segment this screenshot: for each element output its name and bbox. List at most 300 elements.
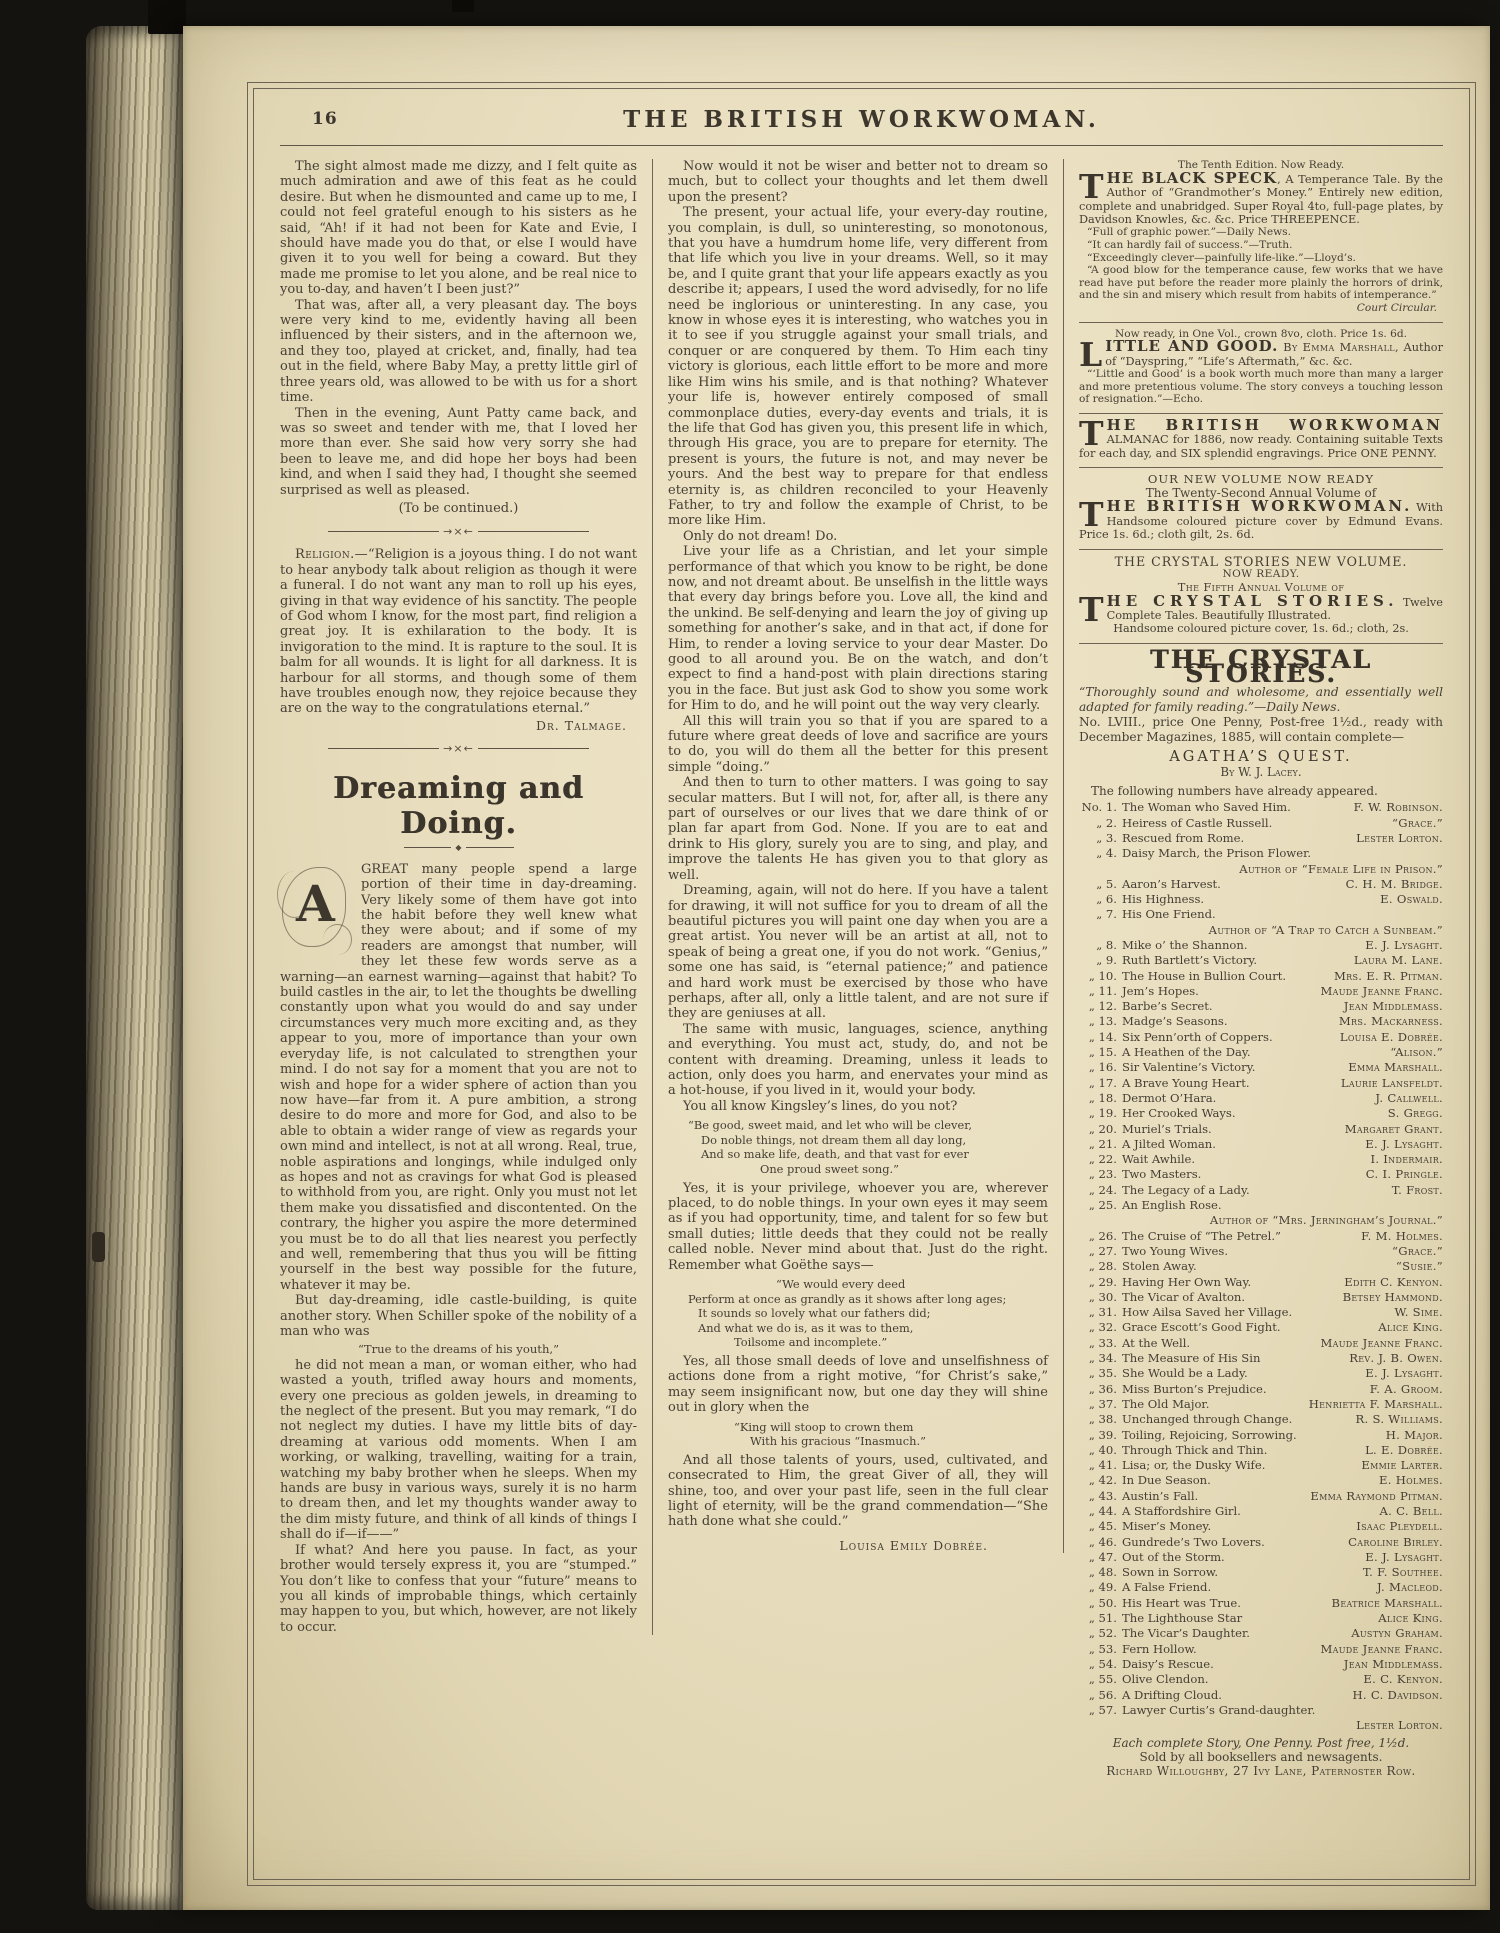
story-author: “Alison.”	[1390, 1045, 1443, 1060]
story-number: „ 10.	[1088, 968, 1117, 983]
author-signature: Louisa Emily Dobrée.	[839, 1537, 988, 1553]
story-title: Aaron’s Harvest.	[1122, 876, 1221, 891]
story-list-row	[1079, 999, 1443, 1014]
story-list-row	[1079, 953, 1443, 968]
story-number: „ 9.	[1096, 953, 1117, 968]
story-title: Toiling, Rejoicing, Sorrowing.	[1122, 1427, 1297, 1442]
story-number: „ 2.	[1096, 815, 1117, 830]
story-number: „ 31.	[1088, 1305, 1117, 1320]
story-title: Wait Awhile.	[1122, 1152, 1196, 1167]
story-title: Muriel’s Trials.	[1122, 1121, 1212, 1136]
story-title: A Jilted Woman.	[1122, 1136, 1216, 1151]
story-author: Mrs. E. R. Pitman.	[1333, 968, 1443, 983]
story-author: R. S. Williams.	[1355, 1412, 1443, 1427]
story-number: „ 41.	[1088, 1458, 1117, 1473]
story-list-row	[1079, 1183, 1443, 1198]
article-paragraph: Only do not dream! Do.	[683, 528, 838, 544]
crystal-stories-list	[1079, 800, 1443, 1733]
article-paragraph: The same with music, languages, science, anything and everything. You must act, study, do, and not be content with dreaming. Dreaming, unless it leads to action, only does you harm, and enervates your mind as a hot-house, if you lived in it, would your body.	[668, 1021, 1048, 1099]
story-title: Six Penn’orth of Coppers.	[1122, 1029, 1273, 1044]
newspaper-page	[183, 26, 1490, 1910]
story-list-row	[1079, 1382, 1443, 1397]
story-author: E. Oswald.	[1380, 892, 1443, 907]
story-list-row	[1079, 1167, 1443, 1182]
story-title: Dermot O’Hara.	[1122, 1090, 1217, 1105]
story-title: His One Friend.	[1122, 907, 1216, 922]
story-title: Lisa; or, the Dusky Wife.	[1122, 1458, 1266, 1473]
ad-almanac	[1079, 413, 1443, 467]
story-number: „ 50.	[1088, 1595, 1117, 1610]
story-list-row	[1079, 1657, 1443, 1672]
story-title: Stolen Away.	[1122, 1259, 1197, 1274]
crystal-review-quote: “Thoroughly sound and wholesome, and essentially well adapted for family reading.”—Daily News.	[1079, 685, 1443, 714]
story-author: H. Major.	[1385, 1427, 1443, 1442]
story-list-row	[1079, 1290, 1443, 1305]
press-quote: “It can hardly fail of success.”—Truth.	[1087, 239, 1293, 252]
story-list-row	[1079, 1244, 1443, 1259]
story-title	[1122, 1718, 1350, 1733]
story-number: „ 26.	[1088, 1228, 1117, 1243]
story-list-row	[1079, 1626, 1443, 1641]
columns	[280, 159, 1443, 1785]
story-list-row	[1079, 1443, 1443, 1458]
story-number: „ 5.	[1096, 876, 1117, 891]
ad-crystal-new-volume	[1079, 549, 1443, 643]
annual-title: HE BRITISH WORKWOMAN.	[1106, 497, 1413, 516]
annual-line2: The Twenty-Second Annual Volume of	[1145, 485, 1377, 500]
crystal-new-line5: Handsome coloured picture cover, 1s. 6d.; cloth, 2s.	[1113, 622, 1409, 636]
ad-annual-volume	[1079, 467, 1443, 548]
story-number: „ 35.	[1088, 1366, 1117, 1381]
story-title: Two Young Wives.	[1122, 1243, 1229, 1258]
story-list-row	[1079, 969, 1443, 984]
story-number: „ 13.	[1088, 1014, 1117, 1029]
story-author: Edith C. Kenyon.	[1344, 1274, 1443, 1289]
story-author: F. A. Groom.	[1369, 1381, 1443, 1396]
story-number: „ 28.	[1088, 1259, 1117, 1274]
article-paragraph: But day-dreaming, idle castle-building, is quite another story. When Schiller spoke of the nobility of a man who was	[280, 1293, 637, 1339]
drop-initial: T	[1079, 495, 1104, 535]
press-quote-attribution: Court Circular.	[1356, 301, 1437, 314]
story-author: H. C. Davidson.	[1352, 1687, 1443, 1702]
section-separator	[328, 742, 589, 755]
story-list-row	[1079, 892, 1443, 907]
crystal-new-title: HE CRYSTAL STORIES.	[1106, 591, 1399, 610]
story-author: Alice King.	[1378, 1320, 1443, 1335]
margin-ink-mark	[92, 1232, 105, 1262]
story-title: A Brave Young Heart.	[1122, 1075, 1250, 1090]
article-paragraphs	[668, 159, 1048, 1114]
scan-artifact	[452, 0, 474, 12]
article-title: Dreaming and Doing.	[333, 770, 584, 841]
verse-line: “King will stoop to crown them	[734, 1419, 914, 1434]
story-number: „ 15.	[1088, 1045, 1117, 1060]
story-title: Unchanged through Change.	[1122, 1412, 1293, 1427]
story-author: Author of “Mrs. Jerningham’s Journal.”	[1209, 1213, 1443, 1228]
story-number: „ 30.	[1088, 1289, 1117, 1304]
story-author: Maude Jeanne Franc.	[1320, 983, 1443, 998]
story-author: E. Holmes.	[1378, 1473, 1443, 1488]
story-author: S. Gregg.	[1387, 1106, 1443, 1121]
story-author: Mrs. Mackarness.	[1338, 1014, 1443, 1029]
story-list-row	[1079, 1366, 1443, 1381]
verse-line: It sounds so lovely what our fathers did;	[698, 1306, 931, 1321]
column-right-advertisements	[1064, 159, 1443, 1785]
story-author: E. J. Lysaght.	[1365, 938, 1443, 952]
story-number: „ 33.	[1088, 1335, 1117, 1350]
article-paragraph: Dreaming, again, will not do here. If you have a talent for drawing, it will not suffice for you to dream of all the beautiful pictures you will paint one day when you are a great artist. You never will be an artist at all, not to speak of being a great one, if you do not work. “Genius,” some one has said, is “eternal patience;” and patience and hard work must be exercised by those who have perhaps, after all, only a little talent, and are not sure if they are geniuses at all.	[668, 883, 1048, 1022]
story-list-row	[1079, 1106, 1443, 1121]
story-title: Miser’s Money.	[1122, 1519, 1212, 1534]
story-title: Out of the Storm.	[1122, 1549, 1225, 1564]
story-author: Maude Jeanne Franc.	[1320, 1335, 1443, 1350]
feature-story-byline: By W. J. Lacey.	[1220, 765, 1302, 780]
story-number: „ 18.	[1088, 1090, 1117, 1105]
story-list-row	[1079, 1213, 1443, 1228]
story-number: „ 47.	[1088, 1549, 1117, 1564]
story-number: „ 6.	[1096, 892, 1117, 907]
story-list-row	[1079, 816, 1443, 831]
story-author: I. Indermair.	[1370, 1152, 1443, 1167]
story-number: „ 3.	[1096, 830, 1117, 845]
verse-line: “We would every deed	[776, 1277, 906, 1291]
story-list-row	[1079, 1458, 1443, 1473]
drop-initial: T	[1079, 589, 1104, 629]
story-list-row	[1079, 1672, 1443, 1687]
story-list-row	[1079, 1504, 1443, 1519]
story-list-row	[1079, 938, 1443, 953]
religion-signature: Dr. Talmage.	[535, 717, 627, 733]
story-author: Lester Lorton.	[1356, 1718, 1443, 1733]
story-title: Grace Escott’s Good Fight.	[1122, 1320, 1281, 1335]
black-speck-press-quotes	[1079, 226, 1443, 302]
story-number: „ 20.	[1088, 1121, 1117, 1136]
story-title: Fern Hollow.	[1122, 1641, 1197, 1656]
title-ornament	[404, 843, 514, 852]
story-number: „ 39.	[1088, 1427, 1117, 1442]
article-paragraph: And all those talents of yours, used, cultivated, and consecrated to Him, the great Giver of all, they will shine, too, and over your past life, seen in the full clear light of eternity, will be the grand commendation—“She hath done what she could.”	[668, 1452, 1048, 1530]
story-list-row	[1079, 1152, 1443, 1167]
story-title: Gundrede’s Two Lovers.	[1122, 1534, 1265, 1549]
story-number: „ 29.	[1088, 1274, 1117, 1289]
story-list-row	[1079, 1703, 1443, 1718]
story-author: Caroline Birley.	[1348, 1534, 1443, 1549]
story-author: Jean Middlemass.	[1343, 999, 1443, 1014]
story-title: The Old Major.	[1122, 1396, 1210, 1411]
page-number: 16	[312, 109, 338, 129]
press-quote: “‘Little and Good’ is a book worth much more than many a larger and more pretentious volume. The story conveys a touching lesson of resignation.”—Echo.	[1079, 368, 1443, 406]
story-number: „ 23.	[1088, 1167, 1117, 1182]
story-list-row	[1079, 1275, 1443, 1290]
story-title: She Would be a Lady.	[1122, 1366, 1248, 1381]
story-author: Laurie Lansfeldt.	[1340, 1075, 1443, 1090]
story-author: Betsey Hammond.	[1342, 1289, 1443, 1304]
arrow-ornament-icon: →×←	[443, 525, 474, 539]
almanac-body: ALMANAC for 1886, now ready. Containing suitable Texts for each day, and SIX splendid engravings. Price ONE PENNY.	[1079, 433, 1443, 460]
story-author: F. M. Holmes.	[1361, 1228, 1443, 1243]
story-title: The Measure of His Sin	[1122, 1351, 1261, 1366]
feature-story-title: AGATHA’S QUEST.	[1169, 748, 1353, 765]
story-number: „ 11.	[1088, 983, 1117, 998]
decorated-dropcap	[280, 865, 354, 955]
story-list-row	[1079, 1473, 1443, 1488]
story-title: Rescued from Rome.	[1122, 830, 1245, 845]
story-title: Two Masters.	[1122, 1167, 1202, 1182]
annual-body: With Handsome coloured picture cover by Edmund Evans. Price 1s. 6d.; cloth gilt, 2s. 6d.	[1079, 501, 1444, 542]
story-title: Having Her Own Way.	[1122, 1274, 1252, 1289]
print-frame	[247, 82, 1476, 1886]
masthead-title: THE BRITISH WORKWOMAN.	[623, 106, 1100, 133]
story-title: An English Rose.	[1122, 1198, 1222, 1213]
story-title	[1122, 923, 1203, 938]
verse-line: With his gracious “Inasmuch.”	[750, 1434, 926, 1449]
story-number: „ 27.	[1088, 1243, 1117, 1258]
story-author: “Grace.”	[1392, 1243, 1443, 1258]
story-title: A False Friend.	[1122, 1580, 1212, 1595]
arrow-ornament-icon: →×←	[443, 741, 474, 755]
story-number: „ 55.	[1088, 1672, 1117, 1687]
article-paragraph: All this will train you so that if you are spared to a future where great deeds of love and sacrifice are yours to do, you will do them all the better for this present simple “doing.”	[668, 713, 1048, 775]
story-list-row	[1079, 1045, 1443, 1060]
column-left	[280, 159, 653, 1635]
story-number	[1079, 1718, 1122, 1733]
story-list-row	[1079, 984, 1443, 999]
story-number: „ 57.	[1088, 1702, 1117, 1717]
story-number: „ 38.	[1088, 1412, 1117, 1427]
publisher-line: Richard Willoughby, 27 Ivy Lane, Paternoster Row.	[1106, 1763, 1416, 1778]
story-number: „ 14.	[1088, 1029, 1117, 1044]
sold-by-line: Sold by all booksellers and newsagents.	[1139, 1750, 1383, 1765]
story-list-row	[1079, 800, 1443, 815]
story-author: T. Frost.	[1391, 1182, 1443, 1197]
inasmuch-verse	[688, 1420, 1048, 1449]
verse-line: Perform at once as grandly as it shows after long ages;	[688, 1291, 1007, 1306]
story-title: Daisy March, the Prison Flower.	[1122, 846, 1312, 861]
article-opening-paragraph	[280, 862, 637, 1293]
story-author: Alice King.	[1378, 1611, 1443, 1626]
story-title: Mike o’ the Shannon.	[1122, 938, 1248, 952]
drop-initial: L	[1079, 335, 1103, 375]
story-number: „ 56.	[1088, 1687, 1117, 1702]
story-title: The Vicar of Avalton.	[1122, 1289, 1246, 1304]
story-list-row	[1079, 907, 1443, 922]
story-number: „ 53.	[1088, 1641, 1117, 1656]
story-title: The Woman who Saved Him.	[1122, 800, 1291, 815]
story-list-row	[1079, 1091, 1443, 1106]
story-list-row	[1079, 1305, 1443, 1320]
story-list-row	[1079, 1550, 1443, 1565]
verse-line: Toilsome and incomplete.”	[734, 1335, 888, 1350]
story-list-row	[1079, 1642, 1443, 1657]
verse-line: And what we do is, as it was to them,	[698, 1320, 914, 1335]
story-list-row	[1079, 1137, 1443, 1152]
story-title: A Drifting Cloud.	[1122, 1687, 1222, 1702]
story-list-row	[1079, 1397, 1443, 1412]
story-title: The Lighthouse Star	[1122, 1611, 1243, 1626]
story-list-row	[1079, 831, 1443, 846]
story-list-row	[1079, 1351, 1443, 1366]
crystal-issue-line: No. LVIII., price One Penny, Post-free 1½d., ready with December Magazines, 1885, will contain complete—	[1079, 715, 1443, 744]
story-list-row	[1079, 1519, 1443, 1534]
book-page-edges	[86, 26, 186, 1910]
little-good-title-rest: By Emma Marshall,	[1278, 341, 1399, 355]
diamond-ornament-icon: ◆	[455, 842, 462, 852]
black-speck-lead	[1079, 166, 1443, 227]
story-title: His Heart was True.	[1122, 1595, 1241, 1610]
story-number: „ 8.	[1096, 938, 1117, 952]
story-number: „ 32.	[1088, 1320, 1117, 1335]
story-number: „ 40.	[1088, 1442, 1117, 1457]
almanac-title: HE BRITISH WORKWOMAN	[1106, 415, 1443, 434]
press-quote: “Exceedingly clever—painfully life-like.”—Lloyd’s.	[1087, 251, 1356, 264]
story-number: „ 4.	[1096, 846, 1117, 861]
story-number: „ 34.	[1088, 1351, 1117, 1366]
ad-black-speck	[1079, 159, 1443, 322]
black-speck-body: By the Author of “Grandmother’s Money.” Entirely new edition, complete and unabridged. Super Royal 4to, full-page plates, by Davidson Knowles, &c. &c. Price THREEPENCE.	[1079, 172, 1443, 227]
story-author: Austyn Graham.	[1351, 1626, 1443, 1641]
story-number: No. 1.	[1081, 800, 1117, 815]
story-title	[1122, 862, 1233, 877]
story-number: „ 43.	[1088, 1488, 1117, 1503]
story-number: „ 42.	[1088, 1473, 1117, 1488]
black-speck-title-rest: , A Temperance Tale.	[1277, 172, 1401, 186]
story-number: „ 17.	[1088, 1075, 1117, 1090]
story-title: Madge’s Seasons.	[1122, 1014, 1228, 1029]
story-list-row	[1079, 1611, 1443, 1626]
story-list-row	[1079, 1198, 1443, 1213]
religion-body: “Religion is a joyous thing. I do not want to hear anybody talk about religion as though it were a funeral. I do not want any man to roll up his eyes, giving in that way evidence of his sanctity. The people of God whom I know, for the most part, find religion a great joy. It is exhilaration to the body. It is invigoration to the mind. It is rapture to the soul. It is balm for all wounds. It is light for all darkness. It is harbour for all storms, and though some of them have troubles enough now, they rejoice because they are on the way to the congratulations eternal.”	[280, 547, 637, 717]
crystal-new-line1: THE CRYSTAL STORIES NEW VOLUME.	[1114, 553, 1408, 569]
story-title: A Staffordshire Girl.	[1122, 1503, 1241, 1518]
article-paragraph: he did not mean a man, or woman either, who had wasted a youth, trifled away hours and moments, every one precious as golden jewels, in dreaming to the neglect of the present. But you may remark, “I do not neglect my duties. I have my little bits of day-dreaming at various odd moments. When I am working, or walking, travelling, waiting for a train, watching my baby brother when he sleeps. When my hands are busy in various ways, surely it is no harm to dream then, and let my thoughts wander away to the dim misty future, and think of all kinds of things I shall do if—if——”	[280, 1357, 637, 1543]
article-paragraph: Live your life as a Christian, and let your simple performance of that which you know to be right, be done now, and not dreamt about. Be unselfish in the little ways that every day brings before you. Love all, the kind and the unkind. Be self-denying and learn the joy of giving up something for another’s sake, and in that act, if done for Him, to render a loving service to your dear Master. Do good to all around you. Be on the watch, and don’t expect to find a hand-post with plain directions staring you in the face. But just ask God to show you some work for Him to do, and he will point out the way very clearly.	[668, 544, 1048, 714]
press-quote: “A good blow for the temperance cause, few works that we have read have put before the reader more plainly the horrors of drink, and the sin and misery which result from habits of intemperance.”	[1079, 264, 1443, 302]
story-author: Emmie Larter.	[1361, 1458, 1443, 1473]
story-title: Sown in Sorrow.	[1122, 1565, 1219, 1580]
kingsley-verse	[688, 1118, 1048, 1176]
article-opening-text: GREAT many people spend a large portion of their time in day-dreaming. Very likely some of them have got into the habit before they well knew what they were about; and if some of my readers are amongst that number, will they let these few words serve as a warning—an earnest warning—against that habit? To build castles in the air, to let the thoughts be dwelling constantly upon what you would do and say under circumstances very much more exciting and, as they appear to you, more of importance than your own everyday life, is not calculated to strengthen your mind. I do not say for a moment that you are not to wish and hope for a wider sphere of action than you now have—far from it. A pure ambition, a strong desire to do more and more for God, and also to be able to obtain a wider range of view as regards your own mind and intellect, is not at all wrong. Real, true, noble aspirations and longings, while indulged only as hopes and not as cravings for what God is pleased to withhold from you, are right. Only you must not let them make you dissatisfied and discontented. On the contrary, the higher you aspire the more determined you must be to do all that lies nearest you perfectly and well, remembering that thus you will be fitting yourself in the best way possible for the future, whatever it may be.	[280, 861, 637, 1293]
story-title	[1122, 1213, 1204, 1228]
story-list-row	[1079, 1076, 1443, 1091]
story-list-row	[1079, 1030, 1443, 1045]
column-middle	[653, 159, 1064, 1553]
annual-lead	[1079, 495, 1444, 542]
story-list-row	[1079, 1060, 1443, 1075]
black-speck-title: HE BLACK SPECK	[1106, 168, 1278, 187]
story-author: Louisa E. Dobrée.	[1339, 1029, 1443, 1044]
page-header	[280, 97, 1443, 146]
story-title: At the Well.	[1122, 1335, 1191, 1350]
little-good-lead	[1079, 335, 1443, 375]
story-author: E. J. Lysaght.	[1365, 1366, 1443, 1381]
dropcap-letter: A	[296, 873, 335, 933]
story-list-row	[1079, 1596, 1443, 1611]
crystal-stories-section	[1079, 643, 1443, 1785]
religion-paragraph	[280, 547, 637, 716]
story-author: E. C. Kenyon.	[1363, 1672, 1443, 1687]
story-title: In Due Season.	[1122, 1473, 1211, 1488]
story-title: Through Thick and Thin.	[1122, 1442, 1268, 1457]
story-number: „ 21.	[1088, 1136, 1117, 1151]
story-list-row	[1079, 1580, 1443, 1595]
story-author: F. W. Robinson.	[1353, 800, 1443, 815]
story-title: Barbe’s Secret.	[1122, 999, 1213, 1014]
story-author: L. E. Dobrée.	[1365, 1442, 1443, 1457]
press-quote: “Full of graphic power.”—Daily News.	[1087, 226, 1291, 239]
story-author: Emma Raymond Pitman.	[1310, 1488, 1443, 1503]
crystal-new-line3: The Fifth Annual Volume of	[1177, 579, 1345, 594]
story-title: Lawyer Curtis’s Grand-daughter.	[1122, 1702, 1316, 1717]
little-good-title: ITTLE AND GOOD.	[1105, 337, 1279, 356]
section-separator	[328, 525, 589, 538]
story-author: T. F. Southee.	[1362, 1565, 1443, 1580]
story-title: How Ailsa Saved her Village.	[1122, 1305, 1293, 1320]
story-title: Sir Valentine’s Victory.	[1122, 1060, 1256, 1075]
article-paragraph: Now would it not be wiser and better not to dream so much, but to collect your thoughts and let them dwell upon the present?	[668, 159, 1048, 205]
story-author: W. Sime.	[1394, 1305, 1443, 1320]
story-title: A Heathen of the Day.	[1122, 1045, 1251, 1060]
article-paragraph: If what? And here you pause. In fact, as your brother would tersely express it, you are “stumped.” You don’t like to confess that your “future” means to you all kinds of improbable things, which certainly may happen to you, but which, however, are not likely to occur.	[280, 1542, 637, 1635]
story-author: A. C. Bell.	[1379, 1503, 1443, 1518]
story-author: J. Macleod.	[1377, 1580, 1443, 1595]
drop-initial: T	[1079, 166, 1104, 206]
story-author: Henrietta F. Marshall.	[1308, 1396, 1443, 1411]
story-title: Ruth Bartlett’s Victory.	[1122, 953, 1258, 968]
story-author: Rev. J. B. Owen.	[1349, 1351, 1443, 1366]
article-paragraph: Yes, it is your privilege, whoever you are, wherever placed, to do noble things. In your own eyes it may seem as if you had opportunity, time, and talent for so few but small duties; little deeds that they could not be really called noble. Never mind about that. Just do the right. Remember what Goëthe says—	[668, 1180, 1048, 1273]
almanac-lead	[1079, 413, 1443, 460]
article-paragraph: You all know Kingsley’s lines, do you not?	[683, 1098, 958, 1114]
story-number: „ 48.	[1088, 1565, 1117, 1580]
story-title: Jem’s Hopes.	[1122, 983, 1199, 998]
verse-line: And so make life, death, and that vast for ever	[701, 1147, 969, 1162]
story-author: “Grace.”	[1392, 815, 1443, 830]
story-number: „ 46.	[1088, 1534, 1117, 1549]
story-author: Jean Middlemass.	[1343, 1656, 1443, 1671]
story-number: „ 54.	[1088, 1656, 1117, 1671]
story-number	[1079, 862, 1122, 877]
story-number: „ 45.	[1088, 1519, 1117, 1534]
story-list-row	[1079, 1336, 1443, 1351]
story-author: J. Callwell.	[1375, 1090, 1443, 1105]
verse-line: “Be good, sweet maid, and let who will be clever,	[688, 1118, 973, 1133]
story-list-row	[1079, 1412, 1443, 1427]
story-list-row	[1079, 846, 1443, 861]
story-number: „ 12.	[1088, 999, 1117, 1014]
crystal-stories-heading: THE CRYSTAL STORIES.	[1150, 644, 1372, 688]
story-title: The Legacy of a Lady.	[1122, 1182, 1250, 1197]
story-list-row	[1079, 1014, 1443, 1029]
story-author: Lester Lorton.	[1356, 830, 1443, 845]
story-title: The House in Bullion Court.	[1122, 968, 1287, 983]
story-number: „ 7.	[1096, 907, 1117, 922]
story-author: “Susie.”	[1395, 1259, 1443, 1274]
story-list-row	[1079, 1688, 1443, 1703]
story-author: Author of “Female Life in Prison.”	[1239, 861, 1443, 876]
verse-line: One proud sweet song.”	[760, 1161, 899, 1176]
story-author: Emma Marshall.	[1348, 1060, 1443, 1075]
story-title: Daisy’s Rescue.	[1122, 1656, 1214, 1671]
story-paragraph: The sight almost made me dizzy, and I felt quite as much admiration and awe of this feat as he could desire. But when he dismounted and came up to me, I could not feel grateful enough to his sisters as he said, “Ah! if it had not been for Kate and Evie, I should have made you do that, or else I would have given it to you well for being a coward. But they made me promise to let you alone, and be real nice to you to-day, and haven’t I been just?”	[280, 159, 637, 298]
story-number: „ 25.	[1088, 1198, 1117, 1213]
to-be-continued: (To be continued.)	[398, 500, 519, 516]
story-author: Beatrice Marshall.	[1331, 1595, 1443, 1610]
crystal-new-line2: NOW READY.	[1222, 568, 1300, 581]
story-number: „ 52.	[1088, 1626, 1117, 1641]
story-number: „ 44.	[1088, 1503, 1117, 1518]
story-title: Heiress of Castle Russell.	[1122, 815, 1273, 830]
story-author: Maude Jeanne Franc.	[1320, 1641, 1443, 1656]
